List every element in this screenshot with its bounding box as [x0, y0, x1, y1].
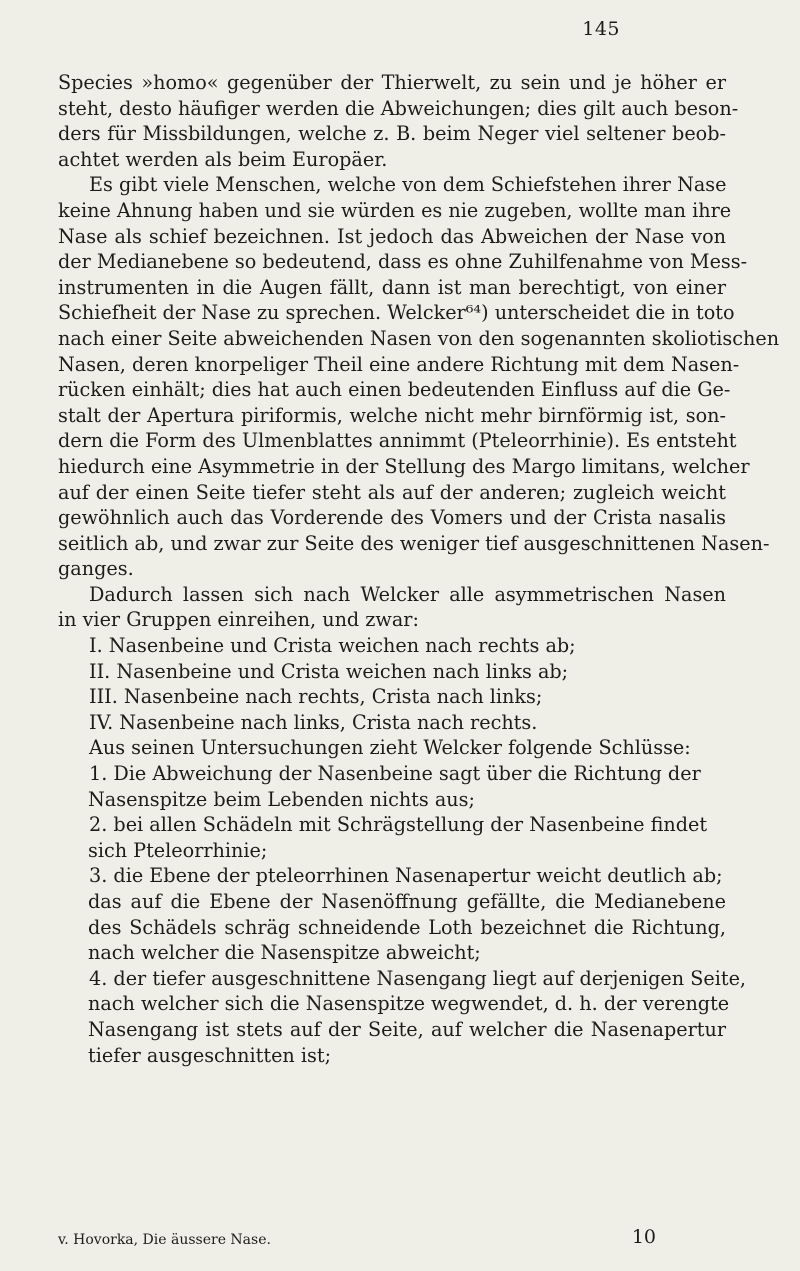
text-line: ganges.	[58, 557, 134, 581]
text-line: dern die Form des Ulmenblattes annimmt (Pteleorrhinie). Es entsteht	[58, 429, 737, 453]
text-line: Nasen, deren knorpeliger Theil eine andere Richtung mit dem Nasen-	[58, 352, 740, 376]
body-text	[58, 70, 780, 1068]
list-item: II. Nasenbeine und Crista weichen nach links ab;	[89, 659, 569, 683]
text-line: nach welcher die Nasenspitze abweicht;	[88, 941, 481, 965]
text-line: nach welcher sich die Nasenspitze wegwendet, d. h. der verengte	[88, 992, 730, 1016]
text-line: steht, desto häufiger werden die Abweichungen; dies gilt auch beson-	[58, 96, 739, 120]
text-line: Dadurch lassen sich nach Welcker alle asymmetrischen Nasen	[89, 582, 726, 606]
list-item: 3. die Ebene der pteleorrhinen Nasenapertur weicht deutlich ab;	[89, 864, 723, 888]
text-line: achtet werden als beim Europäer.	[58, 147, 388, 171]
footer-signature: v. Hovorka, Die äussere Nase.	[58, 1232, 271, 1248]
text-line: auf der einen Seite tiefer steht als auf der anderen; zugleich weicht	[58, 480, 726, 504]
text-line: Es gibt viele Menschen, welche von dem Schiefstehen ihrer Nase	[89, 173, 727, 197]
text-line: keine Ahnung haben und sie würden es nie zugeben, wollte man ihre	[58, 198, 732, 222]
text-line: Nasengang ist stets auf der Seite, auf welcher die Nasenapertur	[88, 1017, 726, 1041]
text-line: seitlich ab, und zwar zur Seite des weniger tief ausgeschnittenen Nasen-	[58, 531, 770, 555]
text-line: ders für Missbildungen, welche z. B. beim Neger viel seltener beob-	[58, 122, 726, 146]
text-line: das auf die Ebene der Nasenöffnung gefällte, die Medianebene	[88, 890, 726, 913]
list-item: 1. Die Abweichung der Nasenbeine sagt über die Richtung der	[89, 762, 701, 786]
text-line: gewöhnlich auch das Vorderende des Vomers und der Crista nasalis	[58, 506, 726, 530]
text-line: des Schädels schräg schneidende Loth bezeichnet die Richtung,	[88, 915, 726, 939]
list-item: 2. bei allen Schädeln mit Schrägstellung der Nasenbeine findet	[89, 813, 708, 837]
text-line: Nasenspitze beim Lebenden nichts aus;	[88, 787, 475, 811]
list-item: IV. Nasenbeine nach links, Crista nach rechts.	[89, 710, 538, 734]
list-item: 4. der tiefer ausgeschnittene Nasengang liegt auf derjenigen Seite,	[89, 966, 747, 990]
text-line: rücken einhält; dies hat auch einen bedeutenden Einfluss auf die Ge-	[58, 378, 731, 402]
text-line: nach einer Seite abweichenden Nasen von den sogenannten skoliotischen	[58, 326, 780, 350]
text-line: tiefer ausgeschnitten ist;	[88, 1043, 332, 1067]
text-line: der Medianebene so bedeutend, dass es ohne Zuhilfenahme von Mess-	[58, 250, 748, 274]
text-line: Species »homo« gegenüber der Thierwelt, zu sein und je höher er	[58, 71, 726, 94]
text-line: Schiefheit der Nase zu sprechen. Welcker⁶⁴) unterscheidet die in toto	[58, 301, 735, 325]
text-line: sich Pteleorrhinie;	[88, 838, 268, 862]
list-item: III. Nasenbeine nach rechts, Crista nach links;	[89, 685, 543, 709]
text-line: Aus seinen Untersuchungen zieht Welcker folgende Schlüsse:	[89, 736, 691, 760]
text-line: in vier Gruppen einreihen, und zwar:	[58, 608, 419, 632]
text-line: hiedurch eine Asymmetrie in der Stellung des Margo limitans, welcher	[58, 454, 750, 478]
text-line: Nase als schief bezeichnen. Ist jedoch das Abweichen der Nase von	[58, 224, 726, 248]
list-item: I. Nasenbeine und Crista weichen nach rechts ab;	[89, 634, 576, 658]
text-line: stalt der Apertura piriformis, welche nicht mehr birnförmig ist, son-	[58, 403, 726, 427]
signature-mark: 10	[631, 1226, 656, 1248]
page-number: 145	[582, 18, 620, 40]
text-line: instrumenten in die Augen fällt, dann ist man berechtigt, von einer	[58, 275, 726, 299]
